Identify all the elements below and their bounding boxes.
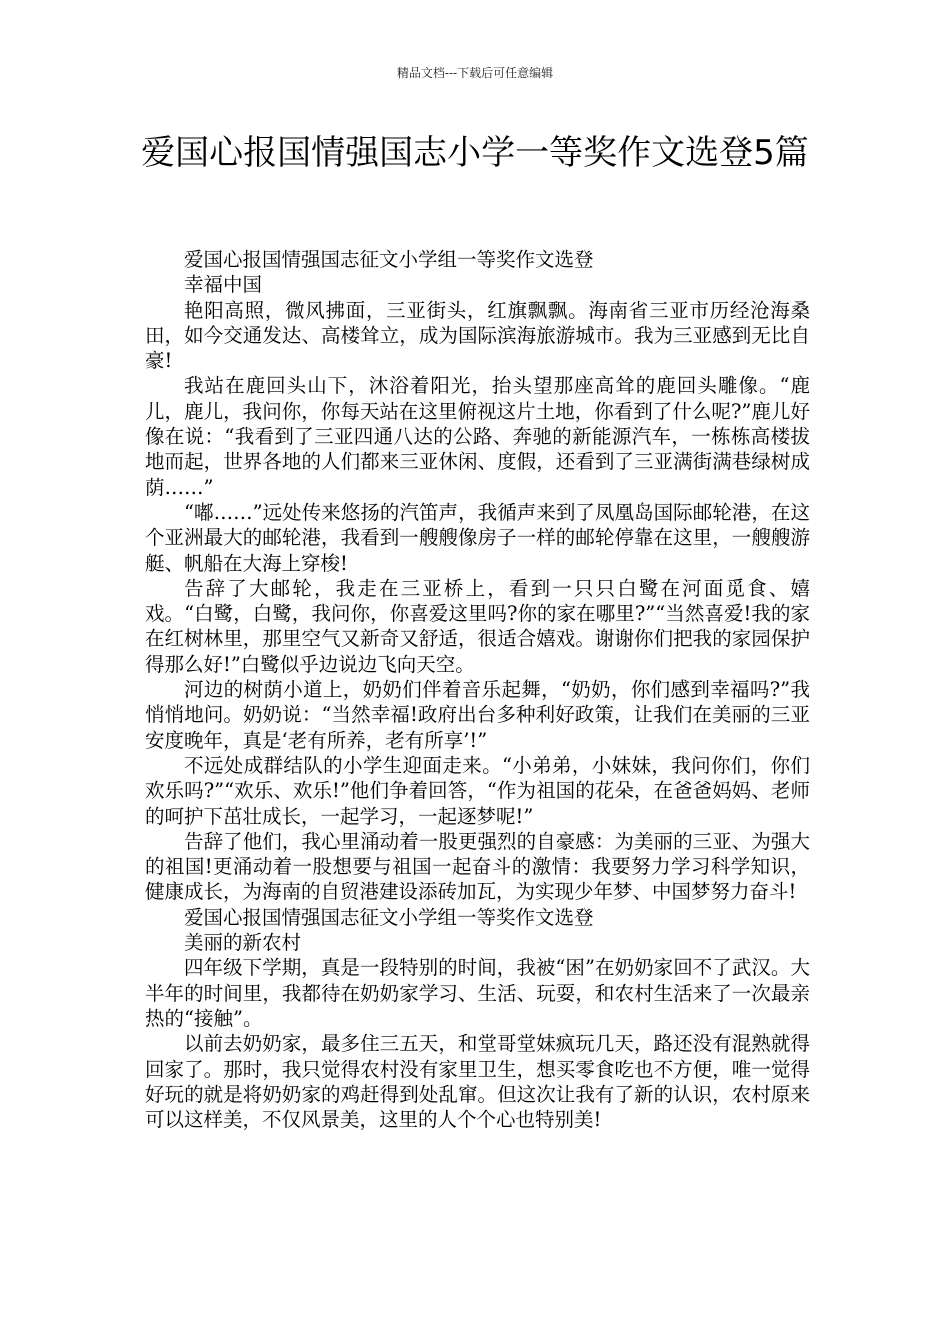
paragraph: 告辞了他们，我心里涌动着一股更强烈的自豪感：为美丽的三亚、为强大的祖国!更涌动着一股想要与祖国一起奋斗的激情：我要努力学习科学知识，健康成长，为海南的自贸港建设添砖加瓦，为实现少年梦、中国梦努力奋斗! [145,829,810,904]
paragraph: 爱国心报国情强国志征文小学组一等奖作文选登 [184,248,594,271]
paragraph: 美丽的新农村 [184,931,302,955]
paragraph: 我站在鹿回头山下，沐浴着阳光，抬头望那座高耸的鹿回头雕像。“鹿儿，鹿儿，我问你，你每天站在这里俯视这片土地，你看到了什么呢?”鹿儿好像在说：“我看到了三亚四通八达的公路、奔驰的新能源汽车，一栋栋高楼拔地而起，世界各地的人们都来三亚休闲、度假，还看到了三亚满街满巷绿树成荫……” [145,374,810,499]
paragraph: 幸福中国 [184,273,263,297]
paragraph: 不远处成群结队的小学生迎面走来。“小弟弟，小妹妹，我问你们，你们欢乐吗?”“欢乐、欢乐!”他们争着回答，“作为祖国的花朵，在爸爸妈妈、老师的呵护下茁壮成长，一起学习，一起逐梦呢!” [145,753,810,828]
paragraph: 告辞了大邮轮，我走在三亚桥上，看到一只只白鹭在河面觅食、嬉戏。“白鹭，白鹭，我问你，你喜爱这里吗?你的家在哪里?”“当然喜爱!我的家在红树林里，那里空气又新奇又舒适，很适合嬉戏。谢谢你们把我的家园保护得那么好!”白鹭似乎边说边飞向天空。 [145,576,810,676]
paragraph: 爱国心报国情强国志征文小学组一等奖作文选登 [184,905,594,929]
paragraph: 艳阳高照，微风拂面，三亚街头，红旗飘飘。海南省三亚市历经沧海桑田，如今交通发达、高楼耸立，成为国际滨海旅游城市。我为三亚感到无比自豪! [145,298,810,373]
document-title: 爱国心报国情强国志小学一等奖作文选登5篇 [141,133,809,173]
document-body [145,247,810,1132]
paragraph: “嘟……”远处传来悠扬的汽笛声，我循声来到了凤凰岛国际邮轮港，在这个亚洲最大的邮轮港，我看到一艘艘像房子一样的邮轮停靠在这里，一艘艘游艇、帆船在大海上穿梭! [145,500,810,575]
paragraph: 以前去奶奶家，最多住三五天，和堂哥堂妹疯玩几天，路还没有混熟就得回家了。那时，我只觉得农村没有家里卫生，想买零食吃也不方便，唯一觉得好玩的就是将奶奶家的鸡赶得到处乱窜。但这次让我有了新的认识，农村原来可以这样美，不仅风景美，这里的人个个心也特别美! [145,1032,810,1132]
header-note: 精品文档---下载后可任意编辑 [396,66,554,80]
paragraph: 四年级下学期，真是一段特别的时间，我被“困”在奶奶家回不了武汉。大半年的时间里，我都待在奶奶家学习、生活、玩耍，和农村生活来了一次最亲热的“接触”。 [145,956,810,1030]
paragraph: 河边的树荫小道上，奶奶们伴着音乐起舞，“奶奶，你们感到幸福吗?”我悄悄地问。奶奶说：“当然幸福!政府出台多种利好政策，让我们在美丽的三亚安度晚年，真是‘老有所养，老有所享’!” [145,678,810,752]
